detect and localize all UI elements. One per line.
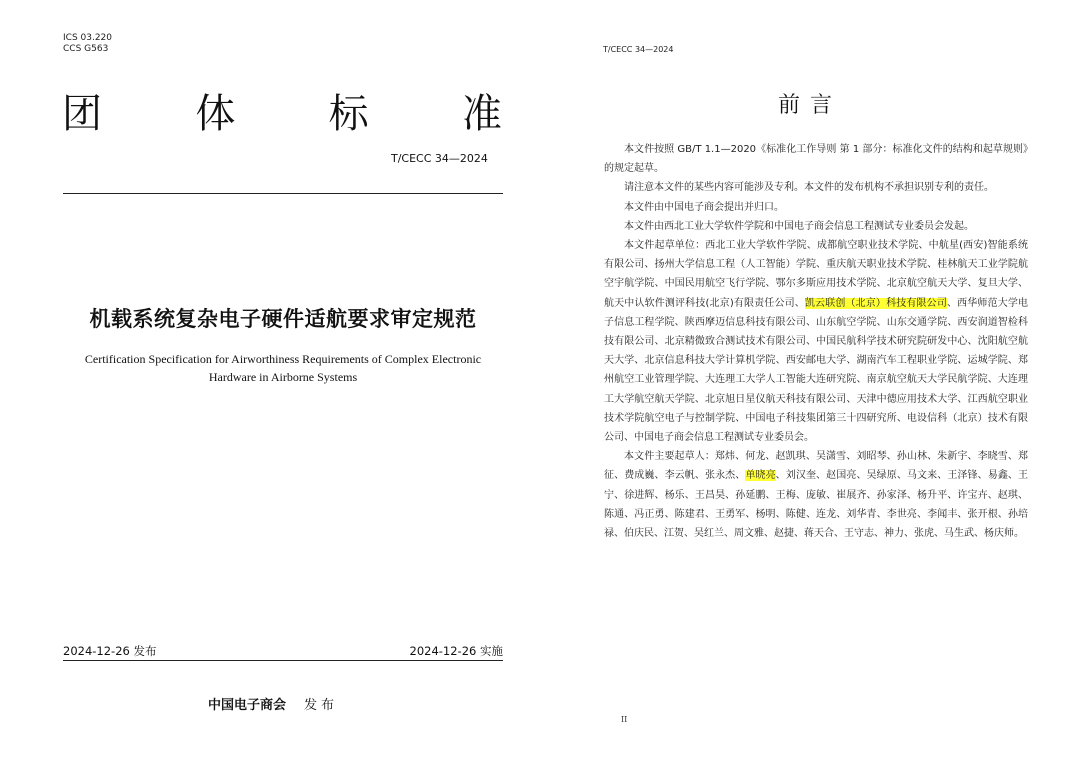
paragraph: 请注意本文件的某些内容可能涉及专利。本文件的发布机构不承担识别专利的责任。: [624, 182, 994, 194]
publisher: [208, 694, 338, 713]
paragraph: 本文件由中国电子商会提出并归口。: [624, 201, 784, 213]
ics-code: ICS 03.220: [63, 33, 113, 43]
highlighted-person: 单晓亮: [745, 470, 776, 482]
publisher-issue: 发布: [304, 698, 339, 713]
page-number: II: [621, 715, 628, 724]
publish-date: 2024-12-26 发布: [63, 644, 157, 658]
drafting-units-paragraph: [604, 236, 1028, 447]
title-char: 准: [461, 91, 502, 137]
foreword-title: 前言: [777, 93, 842, 118]
standard-number: T/CECC 34—2024: [391, 152, 488, 165]
ccs-code: CCS G563: [63, 44, 109, 54]
bottom-divider: [63, 660, 503, 661]
top-divider: [63, 193, 503, 194]
text-run: 、西华师范大学电子信息工程学院、陕西摩迈信息科技有限公司、山东航空学院、山东交通学院、西安润道智检科技有限公司、北京精微致合测试技术有限公司、中国民航科学技术研究院研发中心、沈阳航空航天大学、北京信息科技大学计算机学院、西安邮电大学、湖南汽车工程职业学院、运城学院、郑州航空工业管理学院、大连理工大学人工智能大连研究院、南京航空航天大学民航学院、大连理工大学航空航天学院、北京旭日星仪航天科技有限公司、天津中德应用技术大学、江西航空职业技术学院航空电子与控制学院、中国电子科技集团第三十四研究所、电设信科（北京）技术有限公司、中国电子商会信息工程测试专业委员会。: [604, 297, 1029, 444]
implement-date: 2024-12-26 实施: [409, 644, 503, 658]
paragraph: 本文件按照 GB/T 1.1—2020《标准化工作导则 第 1 部分：标准化文件的结构和起草规则》的规定起草。: [604, 144, 1028, 175]
foreword-body: [604, 140, 1028, 543]
title-char: 团: [62, 91, 102, 137]
text-run: 、刘汉奎、赵国亮、吴绿原、马文来、王泽锋、易鑫、王宁、徐进辉、杨乐、王昌昊、孙延鹏、王梅、庞敏、崔展齐、孙家泽、杨升平、许宝卉、赵琪、陈通、冯正勇、陈建君、王勇军、杨明、陈健、连龙、刘华青、李世亮、李闻丰、张开根、孙培禄、伯庆民、江贺、吴红兰、周文雅、赵捷、蒋天合、王守志、神力、张虎、马生武、杨庆师。: [604, 470, 1029, 540]
drafters-paragraph: [604, 447, 1028, 543]
publisher-name: 中国电子商会: [208, 698, 287, 713]
foreword-page: [540, 0, 1080, 764]
document-title-en: Certification Specification for Airworthiness Requirements of Complex Electronic Hardware in Airborne Systems: [84, 352, 482, 384]
document-title-cn: 机载系统复杂电子硬件适航要求审定规范: [89, 307, 477, 331]
paragraph: 本文件由西北工业大学软件学院和中国电子商会信息工程测试专业委员会发起。: [624, 220, 974, 232]
group-standard-title: [62, 82, 502, 139]
page-header-number: T/CECC 34—2024: [603, 45, 674, 54]
title-char: 标: [328, 91, 369, 137]
title-char: 体: [195, 91, 236, 137]
text-run: 本文件主要起草人：郑炜、何龙、赵凯琪、吴潇雪、刘昭琴、孙山林、朱新宇、李晓雪、郑征、费成巍、李云帆、张永杰、: [604, 451, 1028, 482]
highlighted-company: 凯云联创（北京）科技有限公司: [804, 297, 947, 309]
text-run: 本文件起草单位：西北工业大学软件学院、成都航空职业技术学院、中航星(西安)智能系统有限公司、扬州大学信息工程（人工智能）学院、重庆航天职业技术学院、桂林航天工业学院航空宇航学院、中国民用航空飞行学院、鄂尔多斯应用技术学院、北京航空航天大学、复旦大学、航天中认软件测评科技(北京)有限责任公司、: [604, 240, 1028, 309]
